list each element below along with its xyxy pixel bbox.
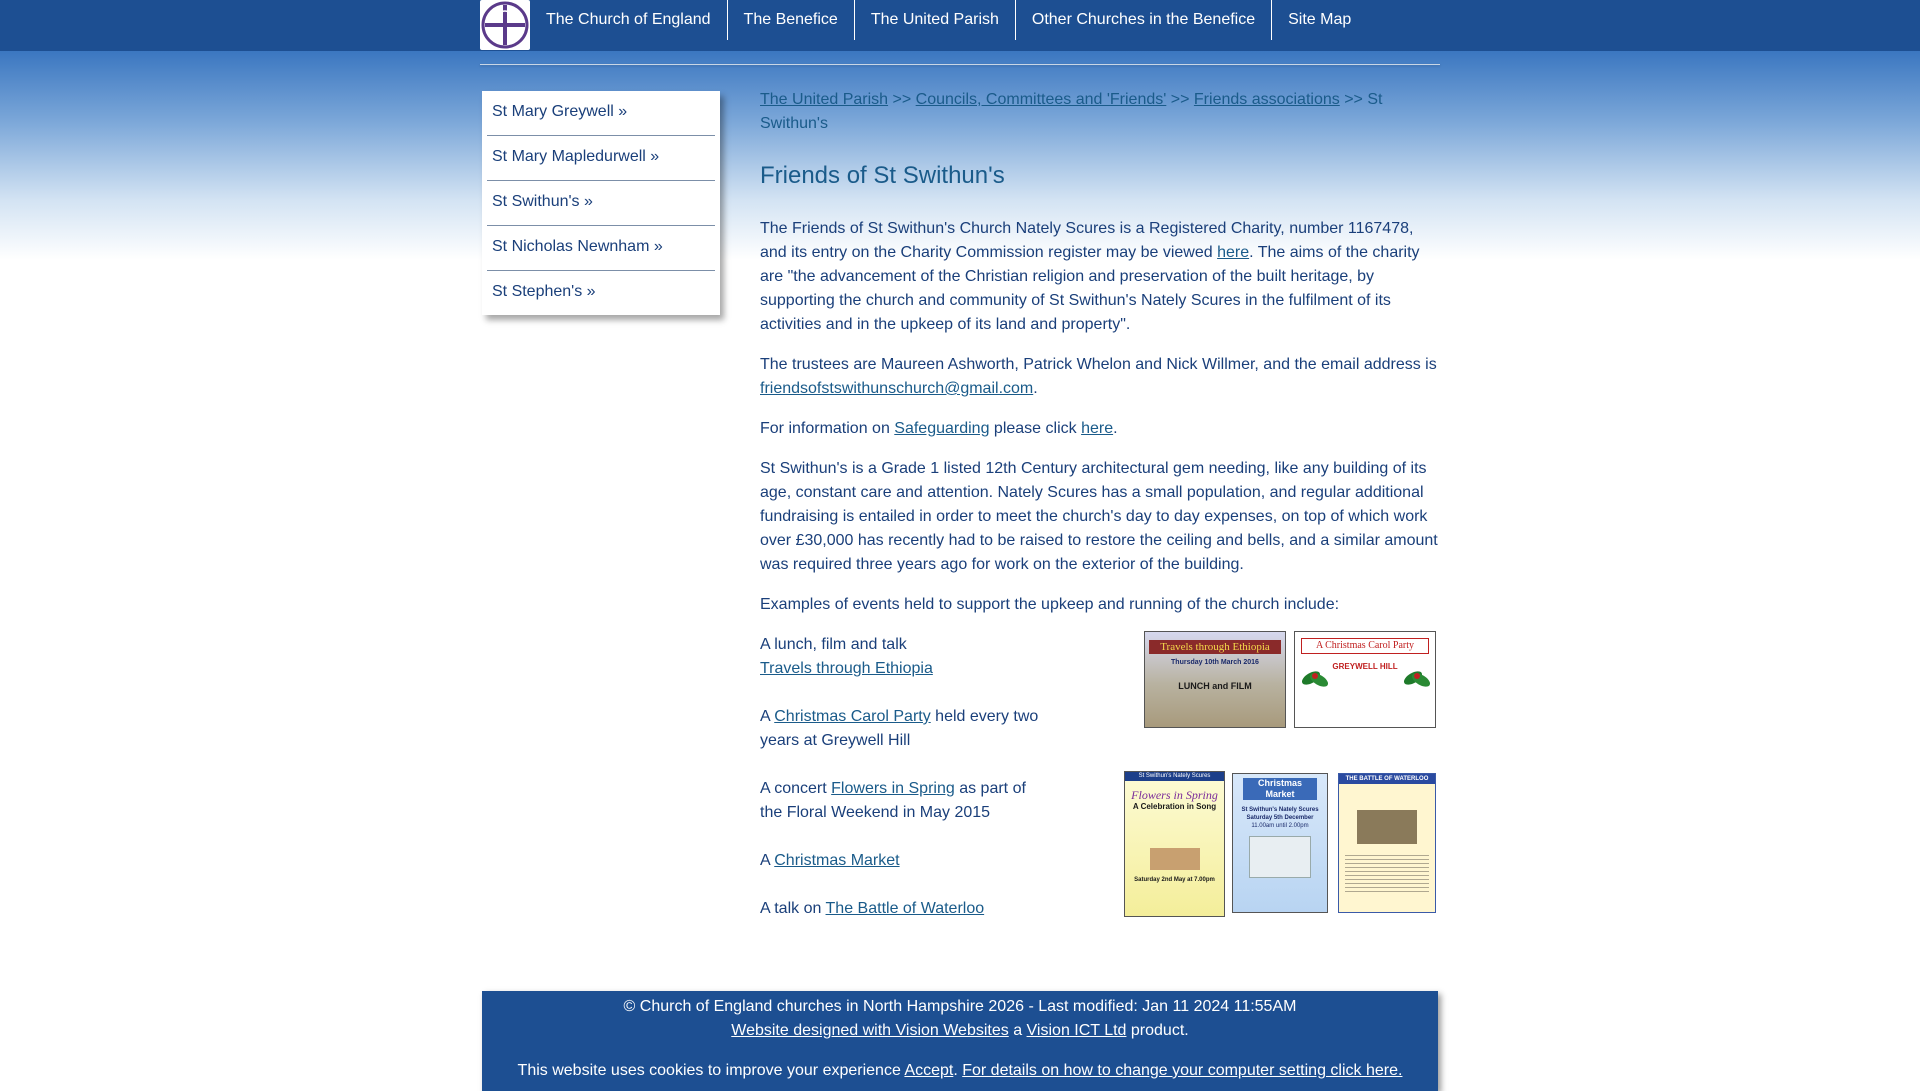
text: A talk on — [760, 900, 826, 917]
flowers-poster-date: Saturday 2nd May at 7.00pm — [1134, 877, 1215, 883]
breadcrumb-united-parish[interactable]: The United Parish — [760, 91, 889, 108]
church-of-england-logo-icon[interactable] — [480, 0, 530, 50]
trustees-paragraph — [760, 353, 1440, 401]
waterloo-poster-photo — [1357, 810, 1417, 844]
nav-item-church-of-england[interactable]: The Church of England — [530, 0, 728, 40]
carol-poster-venue: GREYWELL HILL — [1332, 662, 1398, 671]
text: . — [1113, 420, 1118, 437]
page-title: Friends of St Swithun's — [760, 162, 1005, 189]
waterloo-poster-text-block — [1345, 852, 1429, 892]
safeguarding-paragraph — [760, 417, 1440, 441]
safeguarding-here-link[interactable]: here — [1081, 420, 1114, 437]
waterloo-poster-title: THE BATTLE OF WATERLOO — [1339, 774, 1435, 784]
event-waterloo — [760, 897, 1040, 921]
flowers-poster-sub: A Celebration in Song — [1132, 802, 1217, 811]
market-poster-time: 11.00am until 2.00pm — [1251, 823, 1309, 829]
text: The Friends of St Swithun's Church Nately Scures is a Registered Charity, number 1167478, and its entry on the Charity Commission register may be viewed — [760, 220, 1414, 261]
flowers-poster-head: St Swithun's Nately Scures — [1125, 772, 1224, 781]
text: a — [1008, 1022, 1027, 1039]
christmas-market-link[interactable]: Christmas Market — [774, 852, 900, 869]
footer-credit — [482, 1019, 1438, 1043]
main-content — [760, 88, 1440, 963]
text: A — [760, 852, 775, 869]
history-paragraph: St Swithun's is a Grade 1 listed 12th Century architectural gem needing, like any building of its age, constant care and attention. Nately Scures has a small population, and regular additional fundraising is entailed in order to meet the church's day to day expenses, on top of which work over £30,000 has recently had to be raised to restore the ceiling and bells, and a similar amount was required three years ago for work on the exterior of the building. — [760, 460, 1438, 573]
breadcrumb-councils[interactable]: Councils, Committees and 'Friends' — [915, 91, 1167, 108]
breadcrumb-separator: >> — [1170, 91, 1190, 108]
sidebar-item-st-stephens[interactable]: St Stephen's » — [492, 283, 596, 300]
market-poster-sub: St Swithun's Nately Scures — [1241, 807, 1319, 813]
nav-item-other-churches[interactable]: Other Churches in the Benefice — [1016, 0, 1272, 40]
text: A concert — [760, 780, 832, 797]
ethiopia-poster-sub: LUNCH and FILM — [1178, 681, 1252, 691]
breadcrumb-current: St Swithun's — [760, 91, 1383, 132]
market-poster-title: Christmas Market — [1243, 778, 1317, 800]
flowers-poster-title: Flowers in Spring — [1131, 788, 1218, 802]
header-divider — [480, 64, 1440, 65]
footer-copyright: © Church of England churches in North Hampshire 2026 - Last modified: Jan 11 2024 11:55AM — [623, 998, 1297, 1015]
charity-register-link[interactable]: here — [1217, 244, 1250, 261]
event-carol-party — [760, 705, 1040, 753]
carol-poster-title: A Christmas Carol Party — [1301, 638, 1429, 654]
text: A lunch, film and talk — [760, 636, 907, 653]
christmas-market-poster[interactable] — [1232, 773, 1328, 913]
ethiopia-poster-title: Travels through Ethiopia — [1149, 640, 1281, 654]
vision-ict-link[interactable]: Vision ICT Ltd — [1026, 1022, 1127, 1039]
events-section — [760, 633, 1440, 963]
breadcrumb — [760, 88, 1440, 136]
text: held every two years at Greywell Hill — [760, 708, 1039, 749]
carol-party-poster[interactable] — [1294, 631, 1436, 728]
logo-svg — [480, 0, 530, 50]
flowers-spring-poster[interactable] — [1124, 771, 1225, 917]
sidebar-item-st-swithuns[interactable]: St Swithun's » — [487, 181, 715, 226]
nav-item-united-parish[interactable]: The United Parish — [855, 0, 1016, 40]
breadcrumb-separator: >> — [1344, 91, 1363, 108]
charity-paragraph — [760, 217, 1440, 337]
sidebar-item-st-mary-greywell[interactable]: St Mary Greywell » — [487, 91, 715, 136]
text: as part of the Floral Weekend in May 2015 — [760, 780, 1026, 821]
events-intro: Examples of events held to support the upkeep and running of the church include: — [760, 596, 1340, 613]
cookie-notice — [482, 1059, 1438, 1083]
event-christmas-market — [760, 849, 1040, 873]
cookie-accept-link[interactable]: Accept — [904, 1062, 954, 1079]
waterloo-poster[interactable] — [1338, 773, 1436, 913]
text: please click — [989, 420, 1082, 437]
nav-item-benefice[interactable]: The Benefice — [728, 0, 855, 40]
text: This website uses cookies to improve your experience — [517, 1062, 905, 1079]
vision-websites-link[interactable]: Website designed with Vision Websites — [731, 1022, 1009, 1039]
market-poster-photo — [1249, 836, 1311, 878]
ethiopia-poster-date: Thursday 10th March 2016 — [1171, 659, 1259, 666]
sidebar-item-st-mary-mapledurwell[interactable]: St Mary Mapledurwell » — [487, 136, 715, 181]
event-flowers-spring — [760, 777, 1040, 825]
text: A — [760, 708, 775, 725]
text: For information on — [760, 420, 895, 437]
text: . The aims of the charity are "the advancement of the Christian religion and preservation of the built heritage, by supporting the church and community of St Swithun's Nately Scures in the fulfilment of its activities and in the upkeep of its land and property". — [760, 244, 1420, 333]
waterloo-link[interactable]: The Battle of Waterloo — [825, 900, 985, 917]
nav-item-site-map[interactable]: Site Map — [1288, 11, 1352, 28]
text: . — [953, 1062, 963, 1079]
ethiopia-link[interactable]: Travels through Ethiopia — [760, 660, 933, 677]
top-navigation — [0, 0, 1920, 51]
text: product. — [1126, 1022, 1189, 1039]
footer — [482, 991, 1438, 1091]
market-poster-date: Saturday 5th December — [1246, 815, 1314, 821]
event-ethiopia — [760, 633, 1040, 681]
text: The trustees are Maureen Ashworth, Patrick Whelon and Nick Willmer, and the email address is — [760, 356, 1437, 373]
text: . — [1033, 380, 1038, 397]
safeguarding-link[interactable]: Safeguarding — [894, 420, 990, 437]
flowers-poster-photo — [1150, 848, 1200, 870]
cookie-details-link[interactable]: For details on how to change your computer setting click here. — [962, 1062, 1403, 1079]
flowers-spring-link[interactable]: Flowers in Spring — [831, 780, 955, 797]
ethiopia-poster[interactable] — [1144, 631, 1286, 728]
breadcrumb-friends-associations[interactable]: Friends associations — [1193, 91, 1340, 108]
sidebar-item-st-nicholas-newnham[interactable]: St Nicholas Newnham » — [487, 226, 715, 271]
breadcrumb-separator: >> — [892, 91, 912, 108]
sidebar — [482, 91, 720, 315]
email-link[interactable]: friendsofstswithunschurch@gmail.com — [760, 380, 1034, 397]
holly-icon — [1295, 664, 1436, 694]
carol-party-link[interactable]: Christmas Carol Party — [774, 708, 931, 725]
nav-menu — [530, 0, 1367, 40]
